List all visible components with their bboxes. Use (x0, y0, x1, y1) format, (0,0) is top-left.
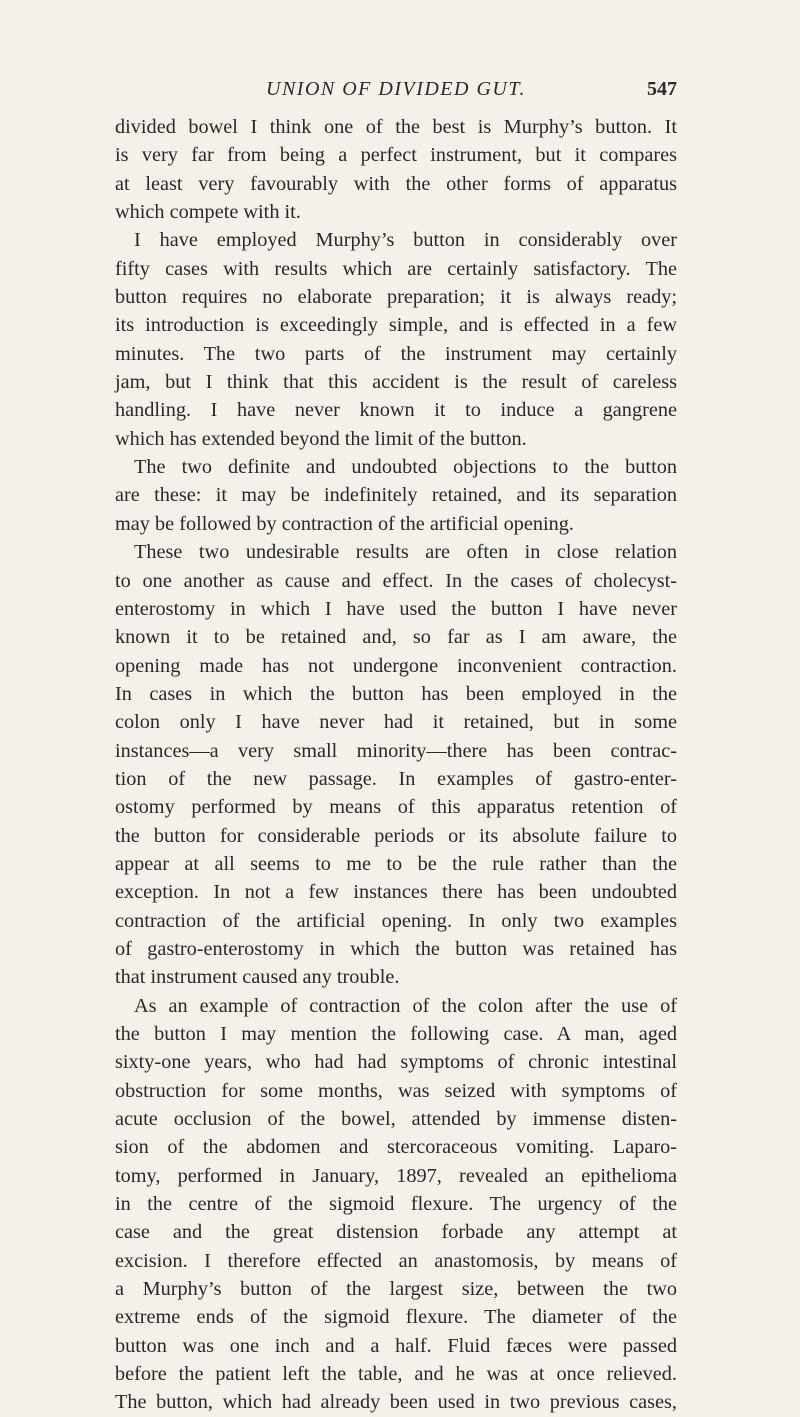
text-line: that instrument caused any trouble. (115, 966, 400, 989)
text-line: ostomy performed by means of this apparatus retention of (115, 796, 677, 819)
text-line: which compete with it. (115, 201, 301, 224)
text-line: acute occlusion of the bowel, attended by immense disten- (115, 1108, 677, 1131)
text-line: The two definite and undoubted objections to the button (134, 456, 677, 479)
text-line: These two undesirable results are often in close relation (134, 541, 677, 564)
text-line: are these: it may be indefinitely retained, and its separation (115, 484, 677, 507)
running-header (115, 74, 677, 104)
text-line: at least very favourably with the other forms of apparatus (115, 172, 677, 195)
page-number: 547 (647, 78, 677, 100)
text-line: colon only I have never had it retained, but in some (115, 711, 677, 734)
text-line: which has extended beyond the limit of the button. (115, 427, 527, 450)
text-line: case and the great distension forbade any attempt at (115, 1221, 677, 1244)
text-line: tomy, performed in January, 1897, revealed an epithelioma (115, 1164, 677, 1187)
text-line: a Murphy’s button of the largest size, between the two (115, 1278, 677, 1301)
text-line: the button I may mention the following case. A man, aged (115, 1023, 677, 1045)
text-line: In cases in which the button has been employed in the (115, 682, 677, 705)
text-line: may be followed by contraction of the artificial opening. (115, 512, 574, 535)
text-line: the button for considerable periods or its absolute failure to (115, 824, 677, 847)
text-line: jam, but I think that this accident is the result of careless (115, 371, 677, 394)
text-line: sion of the abdomen and stercoraceous vomiting. Laparo- (115, 1136, 677, 1159)
text-line: known it to be retained and, so far as I am aware, the (115, 626, 677, 649)
text-line: fifty cases with results which are certainly satisfactory. The (115, 257, 677, 280)
text-line: obstruction for some months, was seized with symptoms of (115, 1079, 677, 1102)
text-line: contraction of the artificial opening. In only two examples (115, 909, 677, 932)
text-line: before the patient left the table, and he was at once relieved. (115, 1363, 677, 1386)
text-line: is very far from being a perfect instrument, but it compares (115, 144, 677, 167)
text-line: enterostomy in which I have used the button I have never (115, 597, 677, 620)
text-line: to one another as cause and effect. In the cases of cholecyst- (115, 569, 677, 592)
text-line: The button, which had already been used in two previous cases, (115, 1391, 677, 1414)
text-line: button requires no elaborate preparation; it is always ready; (115, 286, 677, 309)
text-line: instances—a very small minority—there has been contrac- (115, 739, 677, 762)
body-text (115, 113, 677, 1417)
text-line: of gastro-enterostomy in which the button was retained has (115, 937, 677, 960)
text-line: button was one inch and a half. Fluid fæces were passed (115, 1334, 677, 1357)
text-line: divided bowel I think one of the best is Murphy’s button. It (115, 116, 677, 138)
text-line: exception. In not a few instances there has been undoubted (115, 881, 677, 904)
text-line: opening made has not undergone inconvenient contraction. (115, 654, 677, 677)
text-line: in the centre of the sigmoid flexure. The urgency of the (115, 1193, 677, 1216)
text-line: handling. I have never known it to induce a gangrene (115, 399, 677, 422)
running-title: UNION OF DIVIDED GUT. (266, 78, 526, 100)
text-line: extreme ends of the sigmoid flexure. The diameter of the (115, 1306, 677, 1329)
text-line: minutes. The two parts of the instrument may certainly (115, 342, 677, 365)
text-line: appear at all seems to me to be the rule rather than the (115, 852, 677, 875)
text-line: tion of the new passage. In examples of gastro-enter- (115, 767, 677, 790)
text-line: I have employed Murphy’s button in considerably over (134, 229, 677, 252)
text-line: excision. I therefore effected an anastomosis, by means of (115, 1249, 677, 1272)
text-line: its introduction is exceedingly simple, and is effected in a few (115, 314, 677, 337)
text-line: As an example of contraction of the colon after the use of (134, 994, 677, 1017)
text-line: sixty-one years, who had had symptoms of chronic intestinal (115, 1051, 677, 1074)
